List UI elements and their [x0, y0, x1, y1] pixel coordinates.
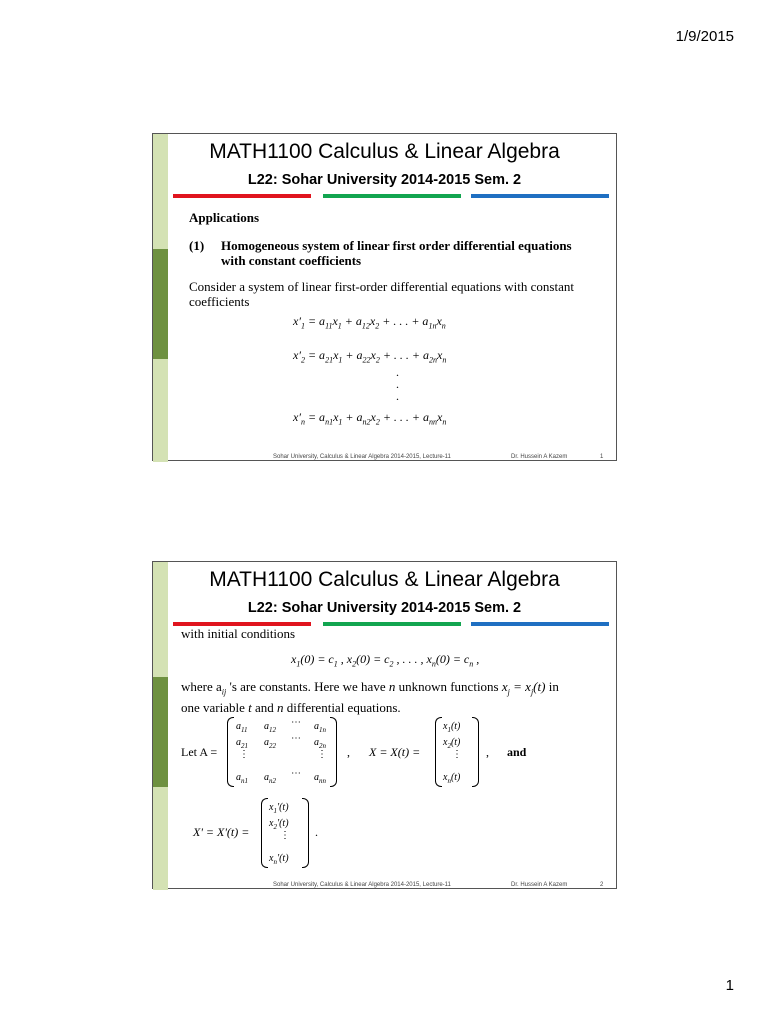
equation-1: $x'_1 = a_{11}x_1 + a_{12}x_2$ + . . . + $a_{1n}x_n$: [293, 314, 446, 331]
slide-title: MATH1100 Calculus & Linear Algebra: [209, 568, 560, 591]
initial-conditions-equation: $x_1(0) = c_1$ , $x_2(0) = c_2$ , . . . , $x_n(0) = c_n$ ,: [291, 652, 480, 669]
equation-2: $x'_2 = a_{21}x_1 + a_{22}x_2$ + . . . + $a_{2n}x_n$: [293, 348, 447, 365]
item-text: Homogeneous system of linear first order differential equations with constant coefficients: [221, 238, 572, 268]
page-number: 1: [725, 977, 734, 994]
print-date: 1/9/2015: [675, 28, 734, 45]
section-heading: Applications: [189, 210, 260, 225]
slide-1: MATH1100 Calculus & Linear Algebra L22: Sohar University 2014-2015 Sem. 2 Applications (1) Homogeneous system of linear first order differential equations with constant coefficients Consider a system of linear first-order differential equations with constant coefficients $x'_1 = a_{11}x_1 + a_{12}x_2$ + . . . + $a_{1n}x_n$ $x'_2 = a_{21}x_1 + a_{22}x_2$ + . . . + $a_{2n}x_n$ . . . $x'_n = a_{n1}x_1 + a_{n2}x_2$ + . . . + $a_{nn}x_n$ Sohar University, Calculus & Linear Algebra 2014-2015, Lecture-11 Dr. Hussein A Kazem 1: [152, 133, 617, 461]
and-label: and: [507, 745, 527, 759]
vertical-dots: . . .: [396, 365, 399, 403]
color-bars: [173, 194, 608, 198]
comma: ,: [486, 745, 489, 759]
x-prime-equals: X' = X'(t) =: [193, 825, 250, 839]
let-a-label: Let A =: [181, 745, 218, 759]
slide-subtitle: L22: Sohar University 2014-2015 Sem. 2: [247, 600, 522, 616]
comma: ,: [347, 745, 350, 759]
slide-subtitle: L22: Sohar University 2014-2015 Sem. 2: [247, 172, 522, 188]
item-number: (1): [189, 238, 205, 253]
constants-paragraph: where $a_{ij}$ 's are constants. Here we have n unknown functions $x_j = x_j(t)$ in one variable t and n differential equations.: [181, 679, 559, 715]
slide-title: MATH1100 Calculus & Linear Algebra: [209, 140, 560, 163]
equation-n: $x'_n = a_{n1}x_1 + a_{n2}x_2$ + . . . + $a_{nn}x_n$: [293, 410, 447, 427]
period: .: [315, 825, 318, 839]
intro-paragraph: Consider a system of linear first-order differential equations with constant coefficients: [189, 279, 574, 309]
slide-2: MATH1100 Calculus & Linear Algebra L22: Sohar University 2014-2015 Sem. 2 with initial conditions $x_1(0) = c_1$ , $x_2(0) = c_2$ , . . . , $x_n(0) = c_n$ , where $a_{ij}$ 's are constants. Here we have n unknown functions $x_j = x_j(t)$ in one variable t and n differential equations. Let A = $a_{11}$ $a_{12}$ ⋯ $a_{1n}$ $a_{21}$ $a_{22}$ ⋯ $a_{2n}$ ⋮ ⋮ $a_{n1}$ $a_{n2}$ ⋯ $a_{nn}$ , X = X(t) = $x_1(t)$ $x_2(t)$ ⋮ $x_n(t)$ , and X' = X'(t) = $x_1'(t)$ $x_2'(t)$ ⋮ $x_n'(t)$ . Sohar University, Calculus & Linear Algebra 2014-2015, Lecture-11 Dr. Hussein A Kazem 2: [152, 561, 617, 889]
initial-conditions-label: with initial conditions: [181, 626, 296, 641]
matrix-x-prime: $x_1'(t)$ $x_2'(t)$ ⋮ $x_n'(t)$: [261, 798, 309, 868]
matrix-a: $a_{11}$ $a_{12}$ ⋯ $a_{1n}$ $a_{21}$ $a_{22}$ ⋯ $a_{2n}$ ⋮ ⋮ $a_{n1}$ $a_{n2}$ ⋯ $a_{nn}$: [227, 717, 337, 787]
x-equals: X = X(t) =: [369, 745, 421, 759]
matrix-x: $x_1(t)$ $x_2(t)$ ⋮ $x_n(t)$: [435, 717, 479, 787]
